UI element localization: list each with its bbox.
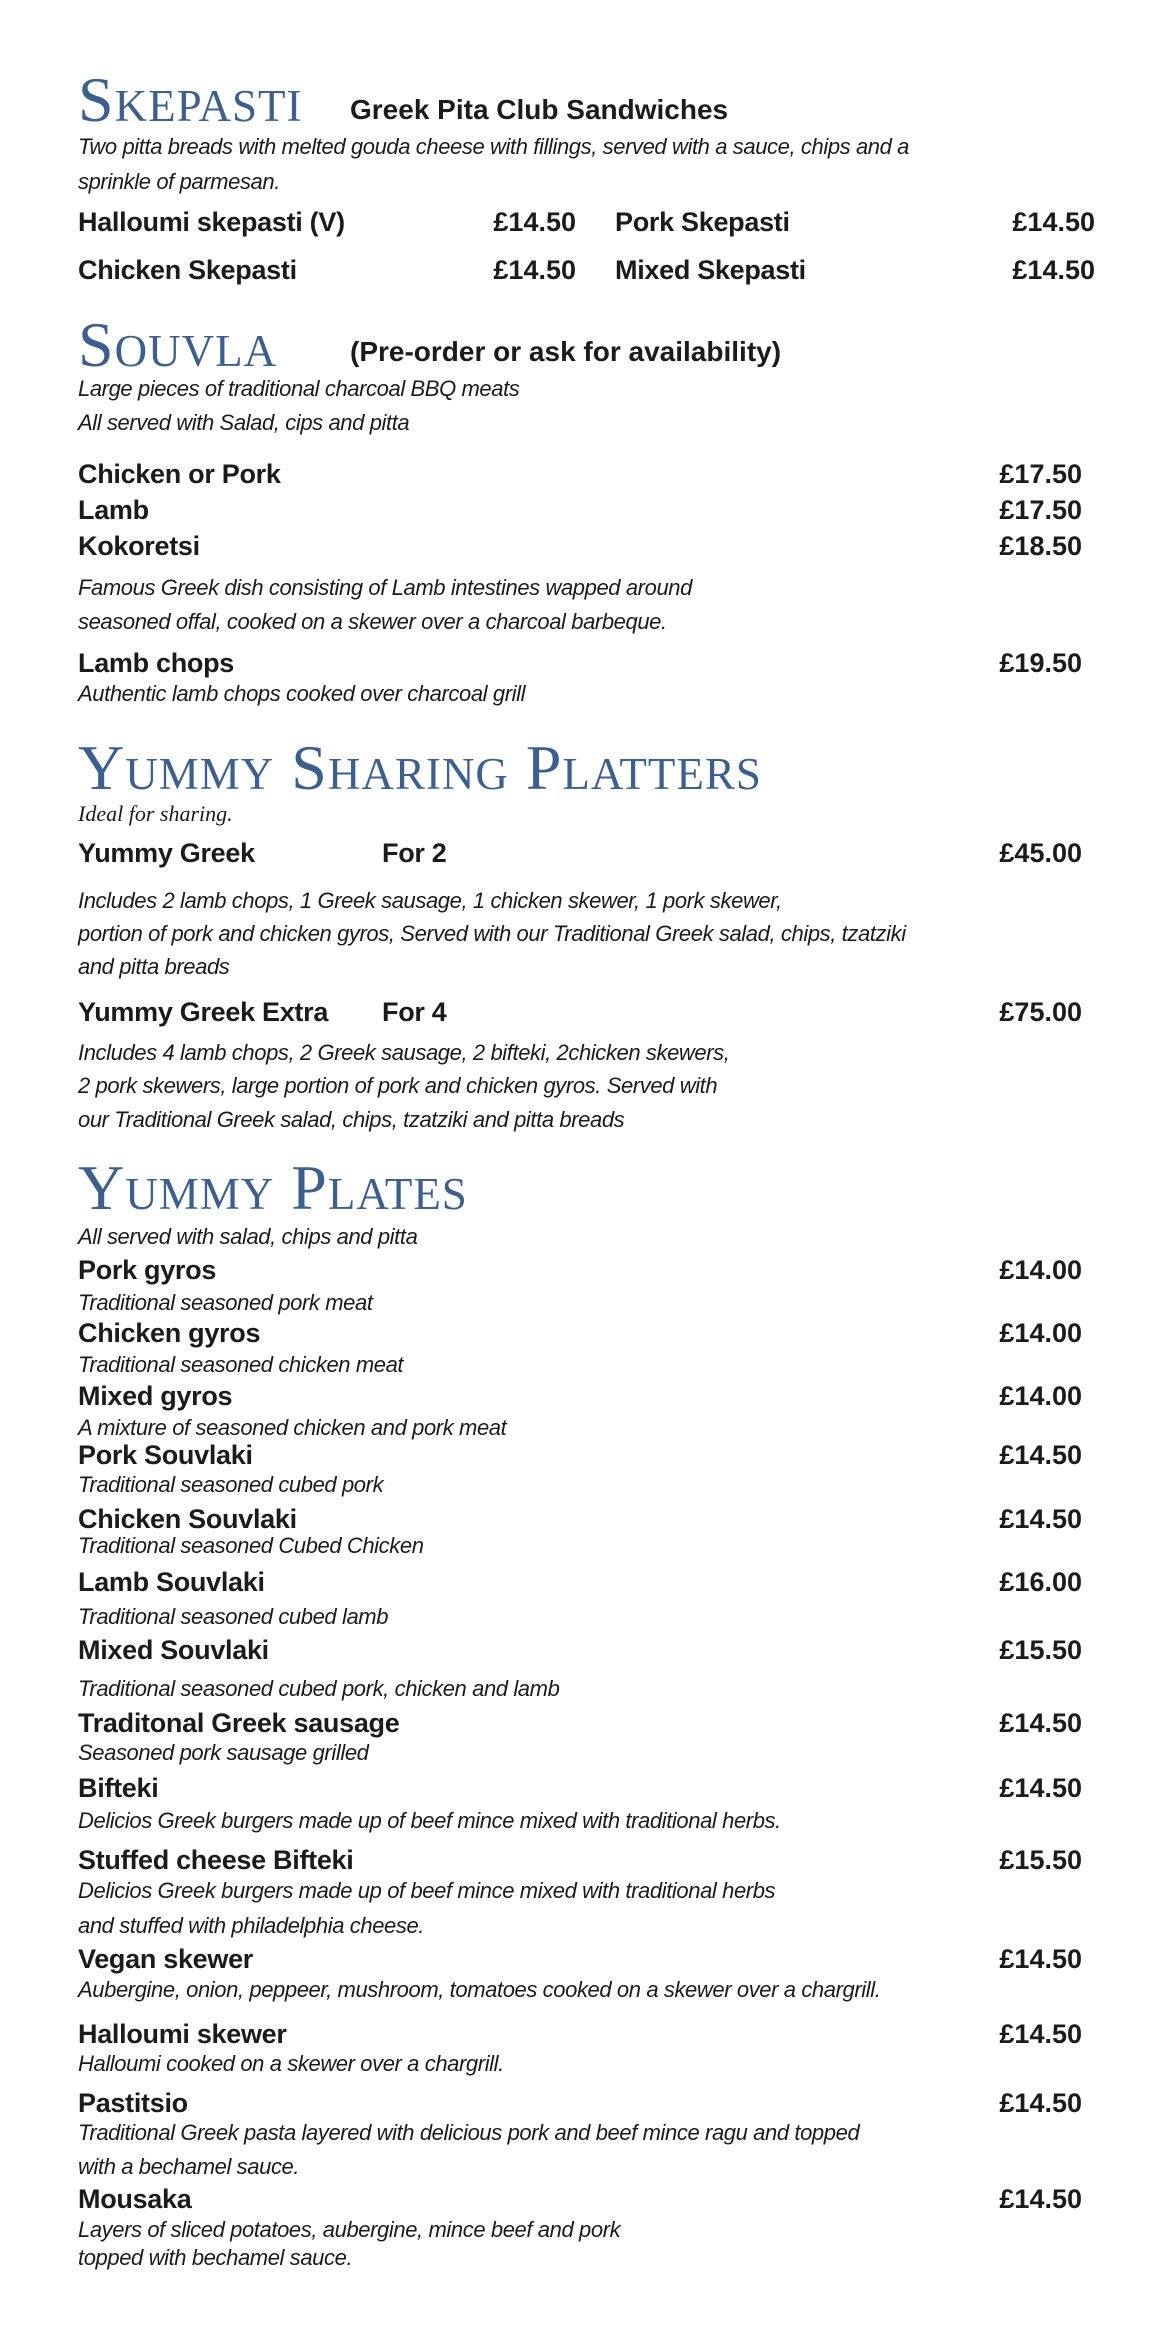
menu-item-name: Pork gyros <box>78 1255 217 1285</box>
menu-item-price: £14.50 <box>999 2184 1082 2214</box>
menu-item-description: Includes 2 lamb chops, 1 Greek sausage, 1 chicken skewer, 1 pork skewer, <box>78 888 782 913</box>
menu-item-price: £75.00 <box>999 997 1082 1027</box>
menu-item-price: £45.00 <box>999 838 1082 868</box>
menu-item-price: £14.50 <box>999 1944 1082 1974</box>
menu-item-name: Bifteki <box>78 1773 159 1803</box>
section-subtitle-souvla: (Pre-order or ask for availability) <box>350 336 782 367</box>
menu-item-price: £14.00 <box>999 1381 1082 1411</box>
menu-item-serves: For 4 <box>382 997 447 1027</box>
menu-item-name: Yummy Greek Extra <box>78 997 329 1027</box>
menu-item-name: Vegan skewer <box>78 1944 254 1974</box>
menu-item-name: Kokoretsi <box>78 531 200 561</box>
menu-item-price: £14.50 <box>999 1440 1082 1470</box>
menu-item-price: £14.50 <box>493 207 576 237</box>
menu-item-description: A mixture of seasoned chicken and pork meat <box>78 1415 507 1440</box>
menu-item-price: £15.50 <box>999 1635 1082 1665</box>
menu-item-description: Delicios Greek burgers made up of beef mince mixed with traditional herbs. <box>78 1808 781 1833</box>
menu-item-price: £17.50 <box>999 495 1082 525</box>
menu-item-description: Traditional seasoned Cubed Chicken <box>78 1533 424 1558</box>
menu-item-price: £14.50 <box>999 2088 1082 2118</box>
menu-item-name: Stuffed cheese Bifteki <box>78 1845 354 1875</box>
menu-item-description: our Traditional Greek salad, chips, tzatziki and pitta breads <box>78 1107 625 1132</box>
menu-item-price: £14.00 <box>999 1318 1082 1348</box>
section-note: Ideal for sharing. <box>78 801 233 826</box>
menu-item-description: topped with bechamel sauce. <box>78 2245 353 2270</box>
menu-item-name: Chicken Skepasti <box>78 255 297 285</box>
menu-item-description: Traditional Greek pasta layered with delicious pork and beef mince ragu and topped <box>78 2120 860 2145</box>
menu-item-description: Traditional seasoned cubed lamb <box>78 1604 389 1629</box>
menu-item-description: Traditional seasoned pork meat <box>78 1290 373 1315</box>
menu-item-name: Mixed Souvlaki <box>78 1635 269 1665</box>
menu-item-description: and pitta breads <box>78 954 230 979</box>
menu-item-name: Halloumi skepasti (V) <box>78 207 345 237</box>
menu-item-name: Pork Skepasti <box>615 207 790 237</box>
section-description: sprinkle of parmesan. <box>78 169 280 194</box>
menu-item-name: Chicken gyros <box>78 1318 261 1348</box>
menu-item-name: Lamb chops <box>78 648 235 678</box>
menu-item-name: Yummy Greek <box>78 838 255 868</box>
menu-item-serves: For 2 <box>382 838 447 868</box>
menu-item-name: Pastitsio <box>78 2088 188 2118</box>
menu-item-name: Lamb Souvlaki <box>78 1567 265 1597</box>
menu-item-price: £14.00 <box>999 1255 1082 1285</box>
menu-item-price: £14.50 <box>493 255 576 285</box>
section-title-platters: Yummy Sharing Platters <box>78 732 762 803</box>
menu-item-price: £19.50 <box>999 648 1082 678</box>
menu-item-name: Mousaka <box>78 2184 192 2214</box>
menu-item-price: £14.50 <box>999 1708 1082 1738</box>
menu-item-price: £18.50 <box>999 531 1082 561</box>
menu-item-description: Traditional seasoned cubed pork, chicken and lamb <box>78 1676 560 1701</box>
section-subtitle-skepasti: Greek Pita Club Sandwiches <box>350 94 729 125</box>
menu-item-description: portion of pork and chicken gyros, Served with our Traditional Greek salad, chips, tzatziki <box>78 921 906 946</box>
menu-item-name: Mixed Skepasti <box>615 255 806 285</box>
section-title-skepasti: Skepasti <box>78 64 303 135</box>
menu-item-description: Delicios Greek burgers made up of beef mince mixed with traditional herbs <box>78 1878 776 1903</box>
menu-item-name: Halloumi skewer <box>78 2019 287 2049</box>
section-title-souvla: Souvla <box>78 309 278 380</box>
menu-item-description: Authentic lamb chops cooked over charcoal grill <box>78 681 526 706</box>
menu-item-name: Mixed gyros <box>78 1381 233 1411</box>
menu-item-price: £14.50 <box>999 2019 1082 2049</box>
menu-item-description: Aubergine, onion, peppeer, mushroom, tomatoes cooked on a skewer over a chargrill. <box>78 1977 881 2002</box>
menu-item-description: Seasoned pork sausage grilled <box>78 1740 369 1765</box>
menu-item-description: and stuffed with philadelphia cheese. <box>78 1913 425 1938</box>
menu-item-description: seasoned offal, cooked on a skewer over a charcoal barbeque. <box>78 609 667 634</box>
menu-item-description: with a bechamel sauce. <box>78 2154 300 2179</box>
menu-item-description: Traditional seasoned cubed pork <box>78 1472 384 1497</box>
menu-item-description: Halloumi cooked on a skewer over a chargrill. <box>78 2051 504 2076</box>
menu-item-price: £14.50 <box>999 1504 1082 1534</box>
menu-item-name: Traditonal Greek sausage <box>78 1708 400 1738</box>
menu-item-description: Layers of sliced potatoes, aubergine, mince beef and pork <box>78 2217 621 2242</box>
menu-item-description: Traditional seasoned chicken meat <box>78 1352 404 1377</box>
menu-item-name: Chicken Souvlaki <box>78 1504 297 1534</box>
menu-item-price: £15.50 <box>999 1845 1082 1875</box>
menu-item-name: Lamb <box>78 495 149 525</box>
section-description: All served with Salad, cips and pitta <box>78 410 410 435</box>
section-description: All served with salad, chips and pitta <box>78 1224 418 1249</box>
menu-item-description: Includes 4 lamb chops, 2 Greek sausage, 2 bifteki, 2chicken skewers, <box>78 1040 730 1065</box>
section-description: Two pitta breads with melted gouda cheese with fillings, served with a sauce, chips and a <box>78 134 910 159</box>
menu-item-price: £17.50 <box>999 459 1082 489</box>
menu-item-name: Pork Souvlaki <box>78 1440 253 1470</box>
menu-item-name: Chicken or Pork <box>78 459 281 489</box>
section-title-plates: Yummy Plates <box>78 1152 468 1223</box>
menu-item-description: 2 pork skewers, large portion of pork and chicken gyros. Served with <box>78 1073 718 1098</box>
menu-item-price: £14.50 <box>1012 255 1095 285</box>
menu-item-price: £14.50 <box>1012 207 1095 237</box>
menu-item-price: £14.50 <box>999 1773 1082 1803</box>
menu-item-price: £16.00 <box>999 1567 1082 1597</box>
menu-item-description: Famous Greek dish consisting of Lamb intestines wapped around <box>78 575 692 600</box>
section-description: Large pieces of traditional charcoal BBQ meats <box>78 376 520 401</box>
